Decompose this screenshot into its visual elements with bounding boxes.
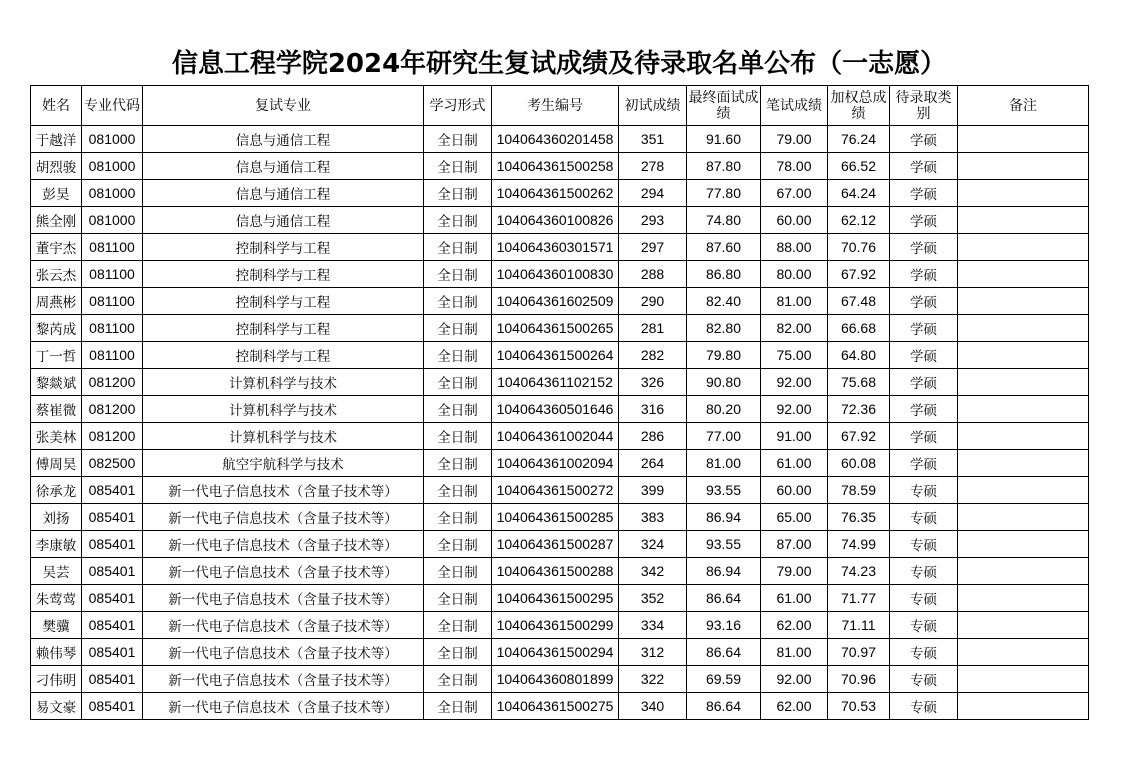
cell-written: 75.00 <box>761 342 828 369</box>
cell-interview: 77.00 <box>687 423 761 450</box>
cell-category: 专硕 <box>890 504 958 531</box>
cell-remark <box>958 666 1089 693</box>
cell-category: 学硕 <box>890 153 958 180</box>
cell-prelim: 334 <box>619 612 687 639</box>
cell-major: 新一代电子信息技术（含量子技术等） <box>143 477 424 504</box>
cell-code: 081000 <box>82 126 143 153</box>
cell-prelim: 281 <box>619 315 687 342</box>
cell-id: 104064361500295 <box>492 585 619 612</box>
cell-code: 081100 <box>82 234 143 261</box>
cell-code: 081000 <box>82 153 143 180</box>
cell-name: 胡烈骏 <box>31 153 82 180</box>
cell-major: 控制科学与工程 <box>143 342 424 369</box>
cell-prelim: 342 <box>619 558 687 585</box>
cell-remark <box>958 207 1089 234</box>
header-id: 考生编号 <box>492 86 619 126</box>
cell-written: 79.00 <box>761 126 828 153</box>
cell-major: 信息与通信工程 <box>143 180 424 207</box>
cell-weighted: 64.80 <box>828 342 890 369</box>
header-prelim: 初试成绩 <box>619 86 687 126</box>
cell-interview: 86.80 <box>687 261 761 288</box>
cell-remark <box>958 558 1089 585</box>
cell-id: 104064360301571 <box>492 234 619 261</box>
cell-major: 新一代电子信息技术（含量子技术等） <box>143 666 424 693</box>
cell-major: 控制科学与工程 <box>143 315 424 342</box>
cell-weighted: 70.53 <box>828 693 890 720</box>
table-row <box>31 612 1089 639</box>
cell-weighted: 64.24 <box>828 180 890 207</box>
cell-written: 79.00 <box>761 558 828 585</box>
cell-written: 92.00 <box>761 369 828 396</box>
cell-mode: 全日制 <box>424 288 492 315</box>
header-written: 笔试成绩 <box>761 86 828 126</box>
cell-mode: 全日制 <box>424 207 492 234</box>
cell-written: 81.00 <box>761 639 828 666</box>
cell-prelim: 312 <box>619 639 687 666</box>
cell-id: 104064361002044 <box>492 423 619 450</box>
cell-major: 新一代电子信息技术（含量子技术等） <box>143 558 424 585</box>
cell-written: 61.00 <box>761 450 828 477</box>
cell-mode: 全日制 <box>424 153 492 180</box>
cell-mode: 全日制 <box>424 180 492 207</box>
cell-name: 张美林 <box>31 423 82 450</box>
cell-name: 周燕彬 <box>31 288 82 315</box>
cell-category: 学硕 <box>890 288 958 315</box>
cell-id: 104064361500272 <box>492 477 619 504</box>
cell-major: 信息与通信工程 <box>143 153 424 180</box>
table-row <box>31 396 1089 423</box>
cell-category: 学硕 <box>890 423 958 450</box>
cell-name: 樊骥 <box>31 612 82 639</box>
table-row <box>31 585 1089 612</box>
table-row <box>31 153 1089 180</box>
cell-mode: 全日制 <box>424 450 492 477</box>
cell-remark <box>958 423 1089 450</box>
table-row <box>31 531 1089 558</box>
cell-written: 92.00 <box>761 396 828 423</box>
cell-category: 学硕 <box>890 261 958 288</box>
cell-weighted: 75.68 <box>828 369 890 396</box>
header-code: 专业代码 <box>82 86 143 126</box>
cell-mode: 全日制 <box>424 315 492 342</box>
cell-remark <box>958 450 1089 477</box>
cell-id: 104064361500294 <box>492 639 619 666</box>
cell-category: 专硕 <box>890 612 958 639</box>
table-row <box>31 558 1089 585</box>
cell-prelim: 286 <box>619 423 687 450</box>
cell-remark <box>958 288 1089 315</box>
cell-code: 085401 <box>82 693 143 720</box>
cell-weighted: 67.92 <box>828 423 890 450</box>
cell-interview: 86.64 <box>687 585 761 612</box>
cell-major: 航空宇航科学与技术 <box>143 450 424 477</box>
cell-prelim: 282 <box>619 342 687 369</box>
cell-written: 92.00 <box>761 666 828 693</box>
table-row <box>31 639 1089 666</box>
cell-id: 104064361500288 <box>492 558 619 585</box>
cell-prelim: 340 <box>619 693 687 720</box>
cell-remark <box>958 477 1089 504</box>
cell-written: 65.00 <box>761 504 828 531</box>
cell-prelim: 322 <box>619 666 687 693</box>
cell-weighted: 71.77 <box>828 585 890 612</box>
cell-remark <box>958 585 1089 612</box>
cell-mode: 全日制 <box>424 126 492 153</box>
cell-mode: 全日制 <box>424 504 492 531</box>
cell-id: 104064361500265 <box>492 315 619 342</box>
cell-mode: 全日制 <box>424 558 492 585</box>
cell-interview: 81.00 <box>687 450 761 477</box>
cell-weighted: 66.52 <box>828 153 890 180</box>
cell-id: 104064361102152 <box>492 369 619 396</box>
cell-weighted: 76.35 <box>828 504 890 531</box>
cell-prelim: 383 <box>619 504 687 531</box>
cell-mode: 全日制 <box>424 342 492 369</box>
table-row <box>31 180 1089 207</box>
cell-interview: 77.80 <box>687 180 761 207</box>
cell-remark <box>958 369 1089 396</box>
cell-id: 104064360201458 <box>492 126 619 153</box>
cell-remark <box>958 504 1089 531</box>
cell-prelim: 399 <box>619 477 687 504</box>
cell-written: 82.00 <box>761 315 828 342</box>
cell-remark <box>958 153 1089 180</box>
cell-category: 专硕 <box>890 693 958 720</box>
cell-major: 新一代电子信息技术（含量子技术等） <box>143 639 424 666</box>
cell-name: 熊全刚 <box>31 207 82 234</box>
cell-written: 91.00 <box>761 423 828 450</box>
cell-written: 62.00 <box>761 693 828 720</box>
cell-id: 104064360801899 <box>492 666 619 693</box>
cell-remark <box>958 126 1089 153</box>
cell-prelim: 288 <box>619 261 687 288</box>
cell-weighted: 74.99 <box>828 531 890 558</box>
cell-name: 丁一哲 <box>31 342 82 369</box>
cell-interview: 82.40 <box>687 288 761 315</box>
cell-written: 88.00 <box>761 234 828 261</box>
cell-interview: 93.16 <box>687 612 761 639</box>
cell-mode: 全日制 <box>424 423 492 450</box>
cell-code: 081200 <box>82 396 143 423</box>
cell-interview: 74.80 <box>687 207 761 234</box>
header-category: 待录取类别 <box>890 86 958 126</box>
cell-major: 控制科学与工程 <box>143 288 424 315</box>
cell-code: 085401 <box>82 477 143 504</box>
cell-mode: 全日制 <box>424 369 492 396</box>
cell-code: 085401 <box>82 504 143 531</box>
cell-mode: 全日制 <box>424 666 492 693</box>
cell-remark <box>958 396 1089 423</box>
cell-weighted: 76.24 <box>828 126 890 153</box>
cell-id: 104064361500287 <box>492 531 619 558</box>
cell-category: 专硕 <box>890 531 958 558</box>
cell-weighted: 72.36 <box>828 396 890 423</box>
table-row <box>31 234 1089 261</box>
cell-code: 081100 <box>82 342 143 369</box>
cell-code: 085401 <box>82 558 143 585</box>
cell-id: 104064360100826 <box>492 207 619 234</box>
header-mode: 学习形式 <box>424 86 492 126</box>
cell-interview: 82.80 <box>687 315 761 342</box>
header-major: 复试专业 <box>143 86 424 126</box>
cell-major: 新一代电子信息技术（含量子技术等） <box>143 504 424 531</box>
cell-mode: 全日制 <box>424 234 492 261</box>
cell-major: 计算机科学与技术 <box>143 423 424 450</box>
cell-name: 张云杰 <box>31 261 82 288</box>
cell-interview: 79.80 <box>687 342 761 369</box>
cell-category: 专硕 <box>890 558 958 585</box>
cell-written: 87.00 <box>761 531 828 558</box>
cell-name: 黎芮成 <box>31 315 82 342</box>
cell-major: 控制科学与工程 <box>143 261 424 288</box>
cell-category: 专硕 <box>890 666 958 693</box>
cell-name: 董宇杰 <box>31 234 82 261</box>
cell-interview: 86.94 <box>687 504 761 531</box>
cell-interview: 86.94 <box>687 558 761 585</box>
cell-prelim: 294 <box>619 180 687 207</box>
cell-category: 学硕 <box>890 315 958 342</box>
cell-remark <box>958 612 1089 639</box>
cell-name: 傅周昊 <box>31 450 82 477</box>
cell-remark <box>958 315 1089 342</box>
cell-written: 80.00 <box>761 261 828 288</box>
table-header <box>31 86 1089 126</box>
cell-interview: 93.55 <box>687 477 761 504</box>
cell-prelim: 297 <box>619 234 687 261</box>
cell-code: 085401 <box>82 531 143 558</box>
cell-mode: 全日制 <box>424 693 492 720</box>
cell-code: 081000 <box>82 180 143 207</box>
cell-code: 085401 <box>82 666 143 693</box>
cell-category: 学硕 <box>890 207 958 234</box>
cell-category: 学硕 <box>890 180 958 207</box>
cell-major: 计算机科学与技术 <box>143 369 424 396</box>
cell-written: 62.00 <box>761 612 828 639</box>
cell-category: 学硕 <box>890 342 958 369</box>
table-row <box>31 666 1089 693</box>
cell-code: 082500 <box>82 450 143 477</box>
cell-id: 104064361500262 <box>492 180 619 207</box>
cell-prelim: 316 <box>619 396 687 423</box>
cell-name: 赖伟琴 <box>31 639 82 666</box>
cell-code: 081100 <box>82 261 143 288</box>
cell-prelim: 326 <box>619 369 687 396</box>
cell-category: 专硕 <box>890 585 958 612</box>
header-interview: 最终面试成绩 <box>687 86 761 126</box>
cell-name: 吴芸 <box>31 558 82 585</box>
cell-name: 易文豪 <box>31 693 82 720</box>
cell-category: 学硕 <box>890 450 958 477</box>
cell-interview: 90.80 <box>687 369 761 396</box>
cell-interview: 69.59 <box>687 666 761 693</box>
cell-weighted: 70.76 <box>828 234 890 261</box>
table-row <box>31 477 1089 504</box>
cell-code: 081200 <box>82 423 143 450</box>
header-weighted: 加权总成绩 <box>828 86 890 126</box>
cell-code: 081200 <box>82 369 143 396</box>
cell-id: 104064361500264 <box>492 342 619 369</box>
cell-prelim: 324 <box>619 531 687 558</box>
cell-weighted: 62.12 <box>828 207 890 234</box>
cell-weighted: 60.08 <box>828 450 890 477</box>
table-body <box>31 126 1089 720</box>
cell-code: 085401 <box>82 639 143 666</box>
table-row <box>31 423 1089 450</box>
cell-name: 徐承龙 <box>31 477 82 504</box>
cell-weighted: 67.48 <box>828 288 890 315</box>
table-row <box>31 288 1089 315</box>
cell-id: 104064361500285 <box>492 504 619 531</box>
table-row <box>31 504 1089 531</box>
cell-remark <box>958 261 1089 288</box>
cell-interview: 93.55 <box>687 531 761 558</box>
cell-remark <box>958 342 1089 369</box>
cell-code: 085401 <box>82 585 143 612</box>
cell-major: 新一代电子信息技术（含量子技术等） <box>143 585 424 612</box>
cell-prelim: 351 <box>619 126 687 153</box>
cell-written: 81.00 <box>761 288 828 315</box>
header-remark: 备注 <box>958 86 1089 126</box>
cell-category: 学硕 <box>890 126 958 153</box>
cell-major: 信息与通信工程 <box>143 126 424 153</box>
cell-category: 专硕 <box>890 639 958 666</box>
cell-written: 61.00 <box>761 585 828 612</box>
cell-weighted: 78.59 <box>828 477 890 504</box>
cell-mode: 全日制 <box>424 612 492 639</box>
table-row <box>31 450 1089 477</box>
cell-name: 蔡崔微 <box>31 396 82 423</box>
table-row <box>31 207 1089 234</box>
cell-mode: 全日制 <box>424 639 492 666</box>
cell-interview: 86.64 <box>687 639 761 666</box>
cell-prelim: 352 <box>619 585 687 612</box>
cell-name: 李康敏 <box>31 531 82 558</box>
cell-name: 朱莺莺 <box>31 585 82 612</box>
cell-written: 60.00 <box>761 207 828 234</box>
cell-code: 081100 <box>82 315 143 342</box>
page-title: 信息工程学院2024年研究生复试成绩及待录取名单公布（一志愿） <box>171 49 947 79</box>
cell-major: 信息与通信工程 <box>143 207 424 234</box>
cell-weighted: 67.92 <box>828 261 890 288</box>
cell-name: 刁伟明 <box>31 666 82 693</box>
cell-id: 104064361500275 <box>492 693 619 720</box>
cell-category: 学硕 <box>890 396 958 423</box>
cell-written: 78.00 <box>761 153 828 180</box>
cell-id: 104064361500299 <box>492 612 619 639</box>
cell-written: 67.00 <box>761 180 828 207</box>
cell-interview: 87.80 <box>687 153 761 180</box>
cell-code: 085401 <box>82 612 143 639</box>
cell-remark <box>958 234 1089 261</box>
cell-mode: 全日制 <box>424 585 492 612</box>
cell-major: 计算机科学与技术 <box>143 396 424 423</box>
cell-interview: 80.20 <box>687 396 761 423</box>
cell-remark <box>958 180 1089 207</box>
cell-prelim: 264 <box>619 450 687 477</box>
cell-interview: 86.64 <box>687 693 761 720</box>
table-row <box>31 693 1089 720</box>
cell-interview: 87.60 <box>687 234 761 261</box>
cell-mode: 全日制 <box>424 396 492 423</box>
cell-remark <box>958 639 1089 666</box>
cell-major: 新一代电子信息技术（含量子技术等） <box>143 693 424 720</box>
table-row <box>31 315 1089 342</box>
cell-prelim: 278 <box>619 153 687 180</box>
cell-id: 104064360501646 <box>492 396 619 423</box>
header-name: 姓名 <box>31 86 82 126</box>
cell-code: 081000 <box>82 207 143 234</box>
cell-category: 专硕 <box>890 477 958 504</box>
cell-code: 081100 <box>82 288 143 315</box>
cell-weighted: 74.23 <box>828 558 890 585</box>
cell-category: 学硕 <box>890 369 958 396</box>
cell-name: 彭昊 <box>31 180 82 207</box>
cell-id: 104064360100830 <box>492 261 619 288</box>
cell-id: 104064361602509 <box>492 288 619 315</box>
cell-id: 104064361002094 <box>492 450 619 477</box>
results-table <box>30 85 1089 720</box>
cell-interview: 91.60 <box>687 126 761 153</box>
cell-major: 控制科学与工程 <box>143 234 424 261</box>
cell-weighted: 70.96 <box>828 666 890 693</box>
cell-name: 黎燚斌 <box>31 369 82 396</box>
cell-name: 刘扬 <box>31 504 82 531</box>
cell-prelim: 293 <box>619 207 687 234</box>
cell-mode: 全日制 <box>424 531 492 558</box>
cell-major: 新一代电子信息技术（含量子技术等） <box>143 612 424 639</box>
table-row <box>31 126 1089 153</box>
cell-remark <box>958 531 1089 558</box>
cell-id: 104064361500258 <box>492 153 619 180</box>
cell-remark <box>958 693 1089 720</box>
cell-mode: 全日制 <box>424 477 492 504</box>
table-row <box>31 369 1089 396</box>
cell-major: 新一代电子信息技术（含量子技术等） <box>143 531 424 558</box>
cell-category: 学硕 <box>890 234 958 261</box>
cell-written: 60.00 <box>761 477 828 504</box>
cell-weighted: 71.11 <box>828 612 890 639</box>
cell-mode: 全日制 <box>424 261 492 288</box>
table-row <box>31 342 1089 369</box>
cell-prelim: 290 <box>619 288 687 315</box>
cell-weighted: 70.97 <box>828 639 890 666</box>
cell-name: 于越洋 <box>31 126 82 153</box>
cell-weighted: 66.68 <box>828 315 890 342</box>
table-row <box>31 261 1089 288</box>
